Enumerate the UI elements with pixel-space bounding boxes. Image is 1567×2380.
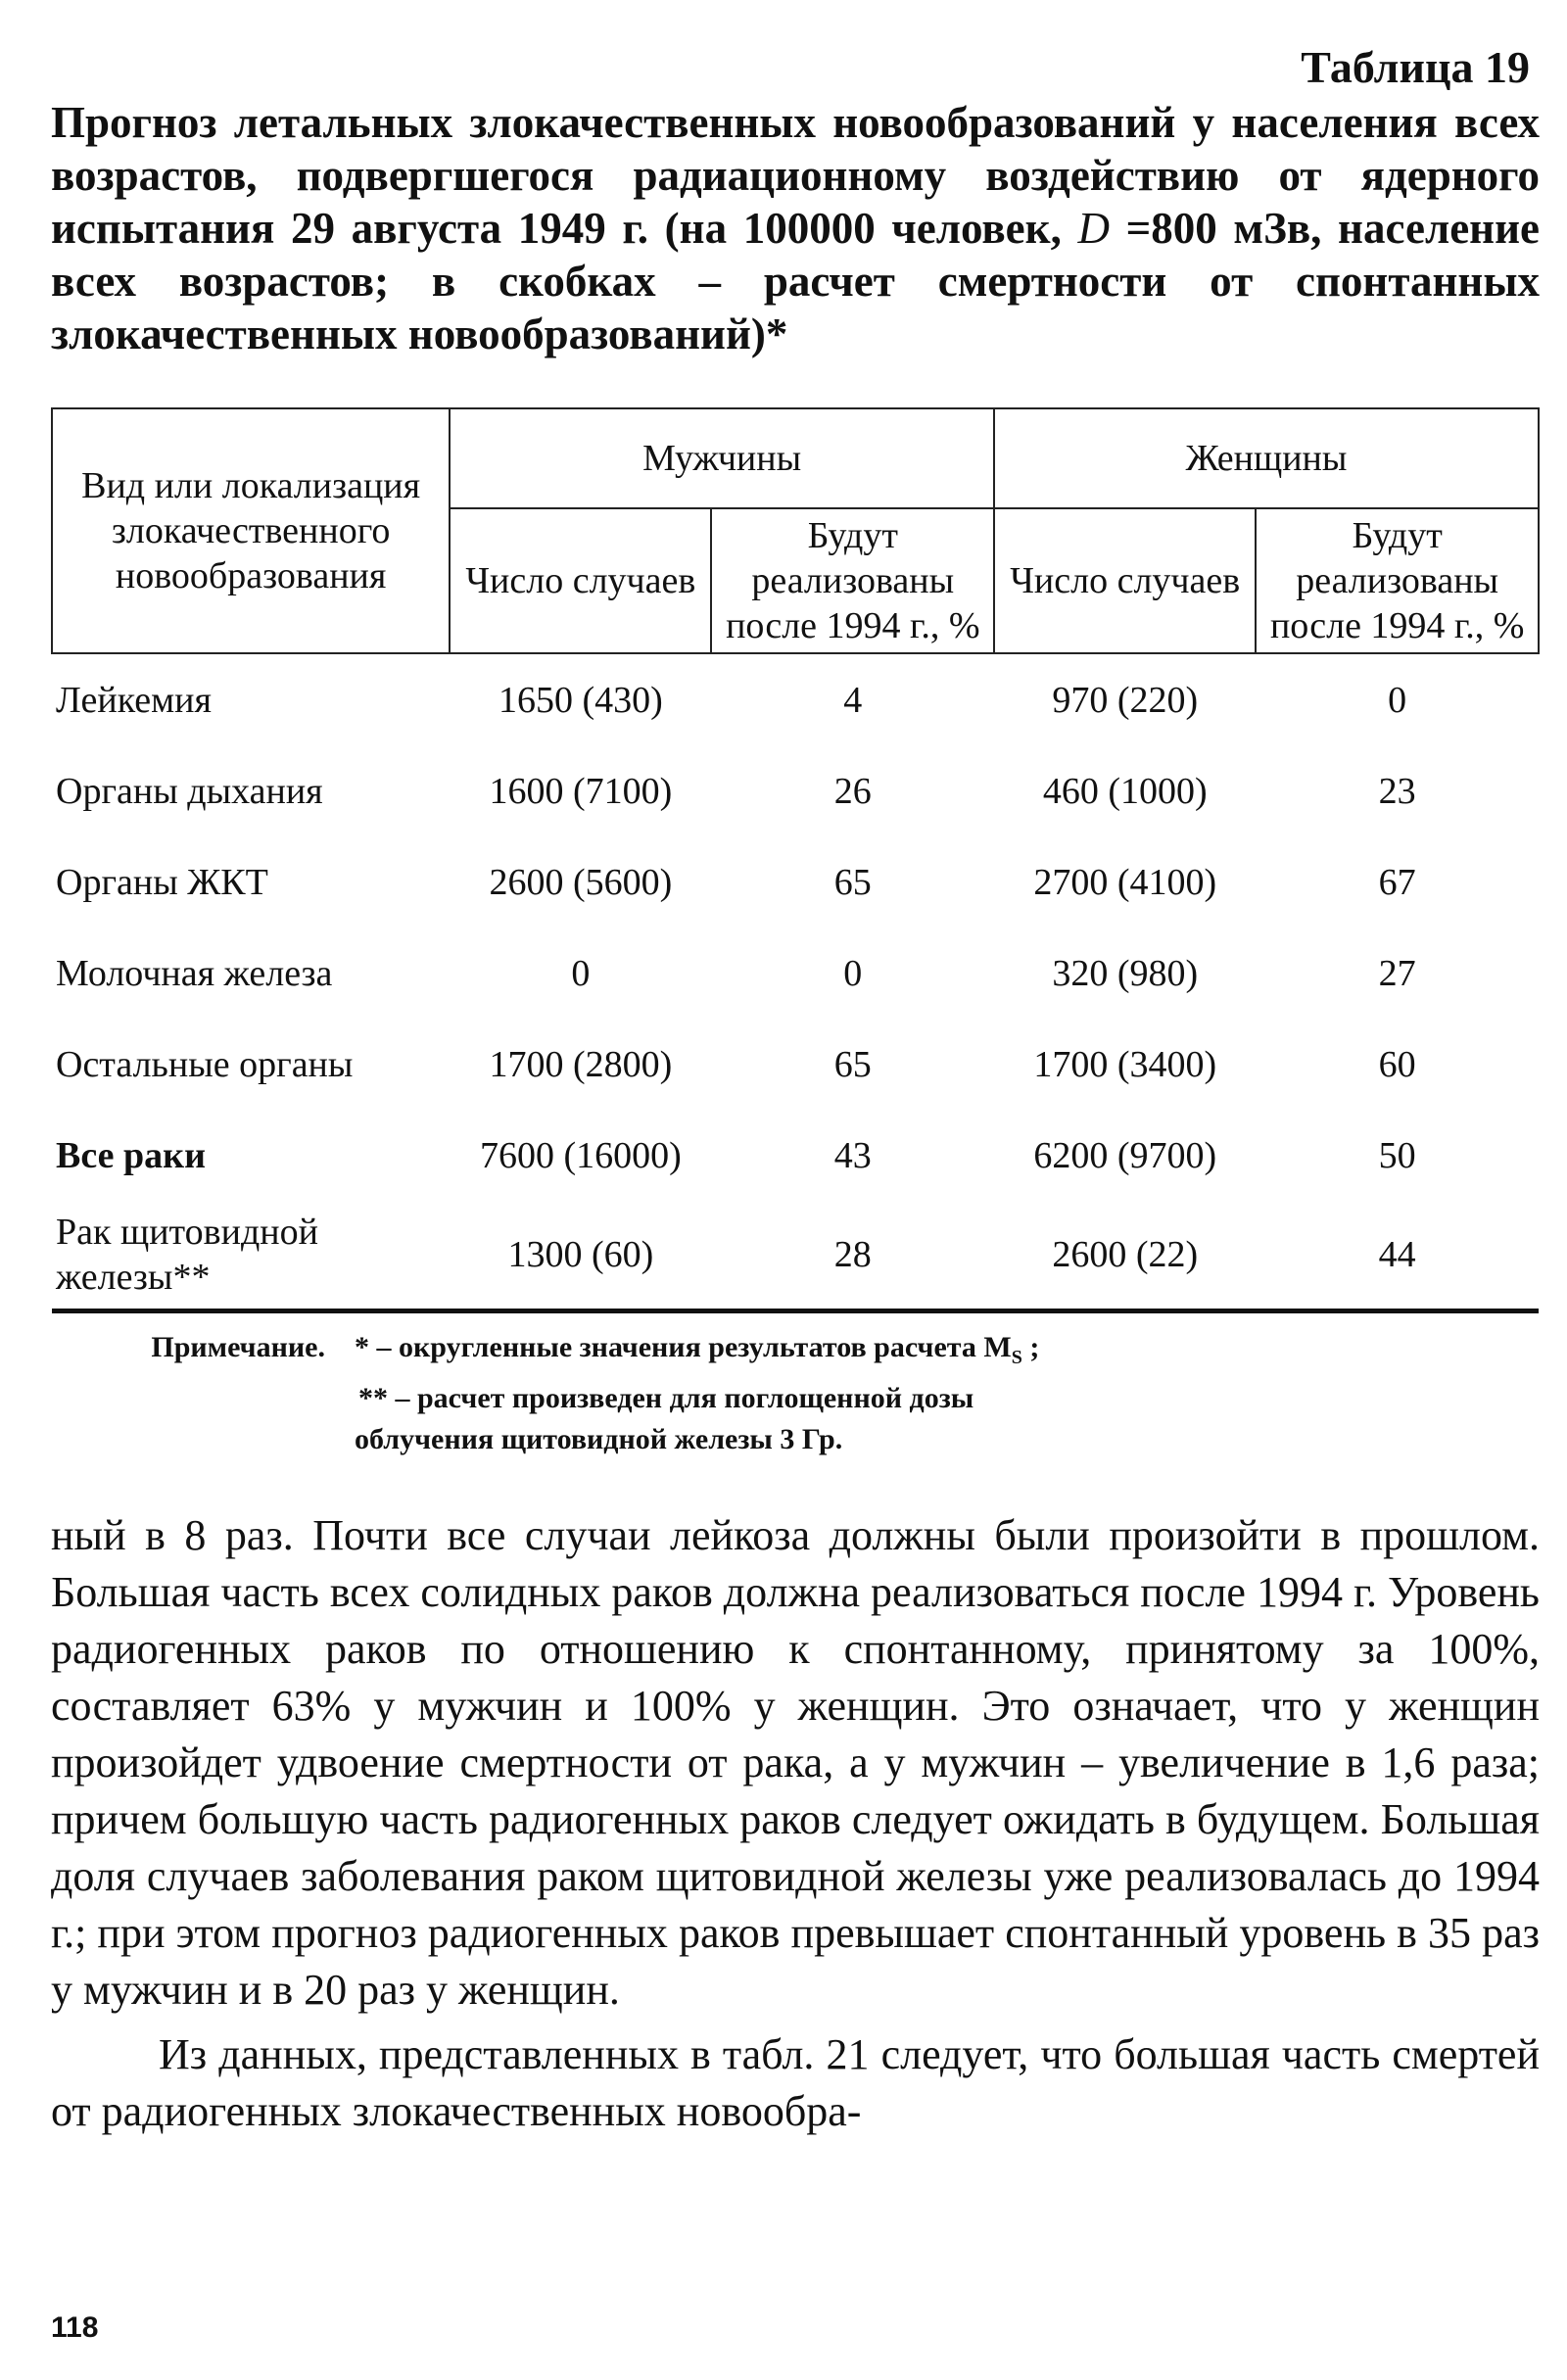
table-row — [52, 653, 1539, 745]
table-row — [52, 745, 1539, 836]
page — [51, 41, 1540, 2140]
women-after: 44 — [1256, 1201, 1539, 1311]
men-cases: 1600 (7100) — [489, 770, 673, 812]
men-after: 0 — [843, 952, 863, 994]
note-line-2: ** – расчет произведен для поглощенной дозы — [358, 1382, 974, 1414]
women-after: 23 — [1378, 770, 1416, 812]
men-cases: 0 — [571, 952, 591, 994]
men-cases: 1650 (430) — [498, 679, 663, 721]
women-cases: 2700 (4100) — [1033, 861, 1217, 903]
table-row — [52, 1019, 1539, 1110]
header-men-after: Будут реализованы после 1994 г., % — [711, 508, 994, 653]
data-table — [51, 407, 1540, 1313]
women-cases: 2600 (22) — [994, 1201, 1256, 1311]
page-number: 118 — [51, 2311, 99, 2344]
caption-symbol: D — [1077, 204, 1110, 253]
women-after: 50 — [1378, 1134, 1416, 1176]
row-name: Все раки — [56, 1134, 206, 1176]
row-name: Рак щитовидной железы** — [52, 1201, 450, 1311]
header-women: Женщины — [994, 408, 1539, 508]
paragraph-1: ный в 8 раз. Почти все случаи лейкоза должны были произойти в прошлом. Большая часть всех солидных раков должна реализоваться после 1994 г. Уровень радиогенных раков по отношению к спонтанному, принятому за 100%, составляет 63% у мужчин и 100% у женщин. Это означает, что у женщин произойдет удвоение смертности от рака, а у мужчин – увеличение в 1,6 раза; причем большую часть радиогенных раков следует ожидать в будущем. Большая доля случаев заболевания раком щитовидной железы уже реализовалась до 1994 г.; при этом прогноз радиогенных раков превышает спонтанный уровень в 35 раз у мужчин и в 20 раз у женщин. — [51, 1511, 1540, 2014]
men-cases: 1300 (60) — [450, 1201, 711, 1311]
caption-part1: Прогноз летальных злокачественных новообразований у населения всех возрастов, подвергшегося радиационному воздействию от ядерного испытания 29 августа 1949 г. (на 100000 человек, — [51, 98, 1540, 253]
table-row-total — [52, 1110, 1539, 1201]
note-line-3: облучения щитовидной железы 3 Гр. — [355, 1423, 843, 1455]
note-lines — [355, 1327, 1451, 1460]
body-text — [51, 1507, 1540, 2140]
note-line-1 — [355, 1327, 1451, 1378]
women-after: 67 — [1378, 861, 1416, 903]
row-name: Остальные органы — [56, 1043, 354, 1085]
women-after: 0 — [1388, 679, 1407, 721]
men-after: 4 — [843, 679, 863, 721]
table-number: Таблица 19 — [1301, 42, 1530, 92]
women-cases: 1700 (3400) — [1033, 1043, 1217, 1085]
header-women-cases: Число случаев — [994, 508, 1256, 653]
men-cases: 1700 (2800) — [489, 1043, 673, 1085]
note-line-1-end: ; — [1021, 1331, 1040, 1363]
table-caption — [51, 96, 1540, 360]
men-after: 65 — [833, 861, 872, 903]
row-name: Молочная железа — [56, 952, 333, 994]
women-cases: 6200 (9700) — [1033, 1134, 1217, 1176]
men-after: 65 — [833, 1043, 872, 1085]
paragraph-2: Из данных, представленных в табл. 21 следует, что большая часть смертей от радиогенных злокачественных новообра- — [51, 2030, 1540, 2135]
table-row — [52, 928, 1539, 1019]
women-after: 60 — [1378, 1043, 1416, 1085]
men-after: 26 — [833, 770, 872, 812]
women-after: 27 — [1378, 952, 1416, 994]
men-after: 28 — [711, 1201, 994, 1311]
women-cases: 320 (980) — [1052, 952, 1199, 994]
women-cases: 970 (220) — [1052, 679, 1199, 721]
note-label: Примечание. — [151, 1331, 325, 1363]
men-cases: 2600 (5600) — [489, 861, 673, 903]
women-cases: 460 (1000) — [1042, 770, 1208, 812]
header-men-cases: Число случаев — [450, 508, 711, 653]
table-row — [52, 836, 1539, 928]
row-name: Органы ЖКТ — [56, 861, 268, 903]
table-row — [52, 1201, 1539, 1311]
row-name: Лейкемия — [56, 679, 212, 721]
note-line-1-text: * – округленные значения результатов расчета M — [355, 1331, 1012, 1363]
header-men: Мужчины — [450, 408, 994, 508]
header-women-after: Будут реализованы после 1994 г., % — [1256, 508, 1539, 653]
table-note — [51, 1327, 1540, 1460]
row-name: Органы дыхания — [56, 770, 323, 812]
men-after: 43 — [833, 1134, 872, 1176]
caption-part2: =800 мЗв, население всех возрастов; в скобках – расчет смертности от спонтанных злокачественных новообразований)* — [51, 204, 1540, 358]
header-type: Вид или локализация злокачественного новообразования — [52, 408, 450, 653]
note-line-1-sub: S — [1011, 1347, 1022, 1368]
men-cases: 7600 (16000) — [479, 1134, 682, 1176]
